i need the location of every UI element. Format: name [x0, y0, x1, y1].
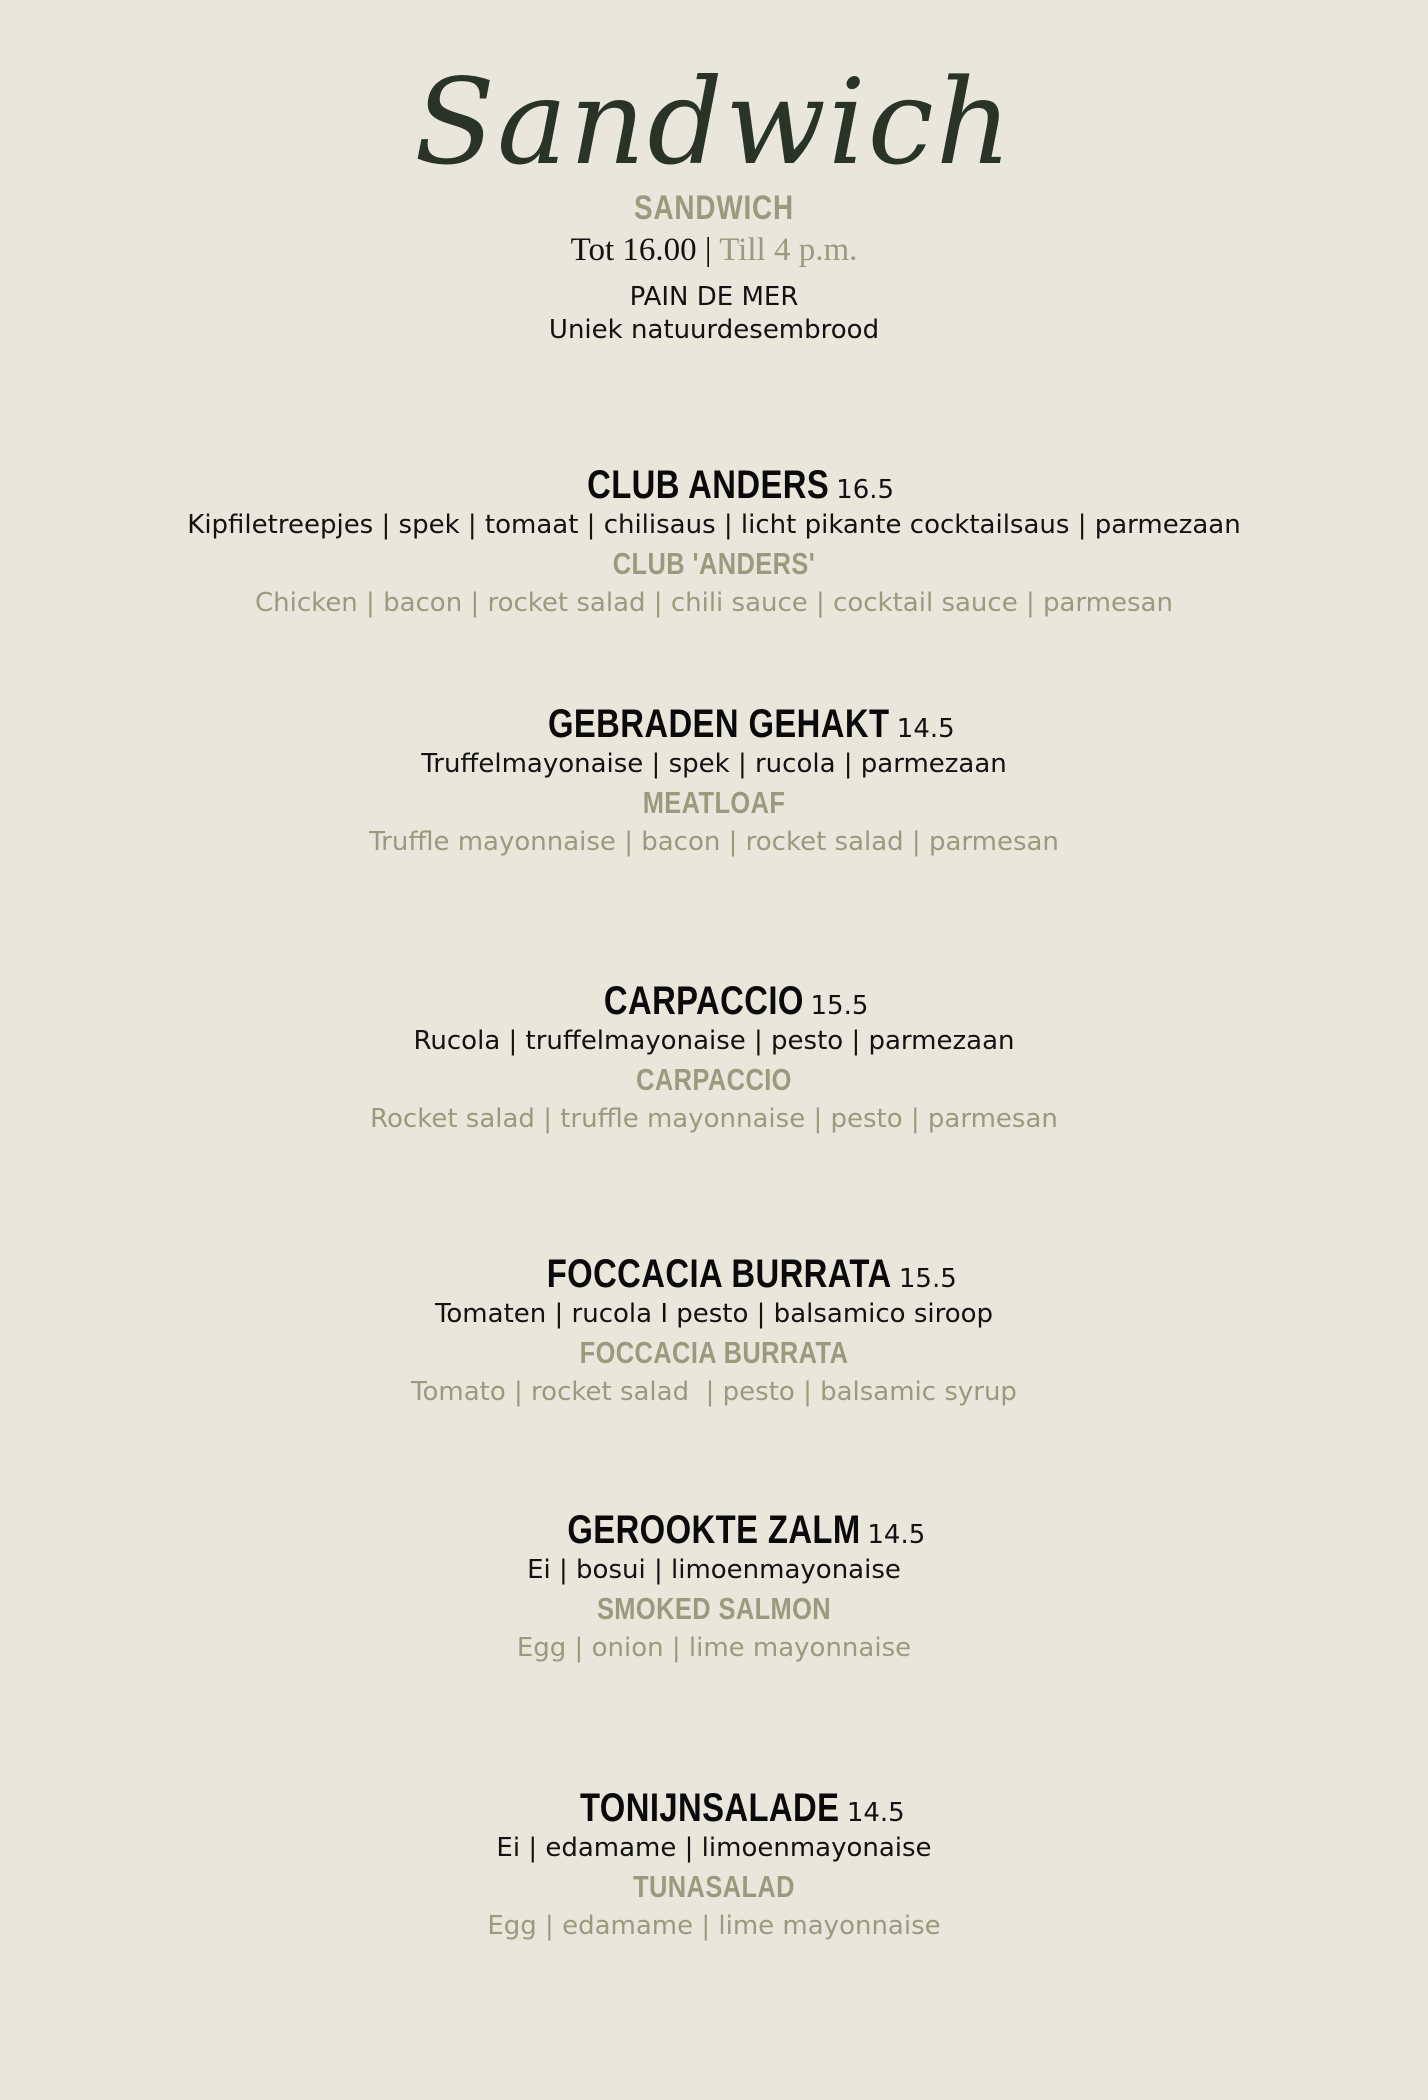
item-description-en: Truffle mayonnaise | bacon | rocket salad | parmesan	[369, 827, 1059, 857]
item-name: GEROOKTE ZALM	[567, 1508, 861, 1552]
item-description-en: Tomato | rocket salad | pesto | balsamic syrup	[411, 1377, 1017, 1407]
item-description-nl: Tomaten | rucola I pesto | balsamico siroop	[434, 1299, 994, 1329]
item-description-nl: Rucola | truffelmayonaise | pesto | parmezaan	[413, 1026, 1015, 1056]
item-price: 14.5	[867, 1520, 926, 1550]
bread-description: Uniek natuurdesembrood	[548, 315, 880, 345]
item-description-en: Rocket salad | truffle mayonnaise | pesto | parmesan	[370, 1104, 1058, 1134]
item-name: GEBRADEN GEHAKT	[548, 702, 890, 746]
item-name: TONIJNSALADE	[580, 1786, 840, 1830]
item-name-en: MEATLOAF	[642, 785, 786, 820]
script-title: Sandwich	[414, 53, 1014, 191]
item-name-en: CARPACCIO	[636, 1062, 792, 1097]
item-name-en: SMOKED SALMON	[596, 1591, 832, 1626]
hours-en: Till 4 p.m.	[719, 232, 858, 268]
item-description-en: Chicken | bacon | rocket salad | chili sauce | cocktail sauce | parmesan	[255, 588, 1173, 618]
item-description-en: Egg | onion | lime mayonnaise	[516, 1633, 912, 1663]
menu-item-gerookte-zalm	[0, 1507, 1428, 1665]
item-description-nl: Ei | bosui | limoenmayonaise	[527, 1555, 901, 1585]
item-price: 15.5	[810, 991, 869, 1021]
menu-item-carpaccio	[0, 978, 1428, 1136]
item-description-en: Egg | edamame | lime mayonnaise	[487, 1911, 941, 1941]
item-name-en: FOCCACIA BURRATA	[579, 1335, 849, 1370]
hours-nl: Tot 16.00	[570, 232, 697, 268]
item-description-nl: Truffelmayonaise | spek | rucola | parmezaan	[421, 749, 1007, 779]
item-price: 16.5	[836, 475, 895, 505]
item-name-en: CLUB 'ANDERS'	[612, 546, 816, 581]
bread-name: PAIN DE MER	[629, 282, 799, 312]
item-name: CLUB ANDERS	[587, 463, 830, 507]
item-description-nl: Kipfiletreepjes | spek | tomaat | chilisaus | licht pikante cocktailsaus | parmezaan	[187, 510, 1241, 540]
menu-item-foccacia-burrata	[0, 1251, 1428, 1409]
item-name: CARPACCIO	[603, 979, 804, 1023]
item-price: 15.5	[898, 1264, 957, 1294]
menu-item-tonijnsalade	[0, 1785, 1428, 1943]
menu-item-club-anders	[0, 462, 1428, 620]
item-name: FOCCACIA BURRATA	[546, 1252, 892, 1296]
subtitle: SANDWICH	[634, 189, 794, 227]
menu-item-gebraden-gehakt	[0, 701, 1428, 859]
item-price: 14.5	[846, 1798, 905, 1828]
opening-hours	[0, 230, 1428, 270]
item-description-nl: Ei | edamame | limoenmayonaise	[496, 1833, 932, 1863]
item-price: 14.5	[896, 714, 955, 744]
hours-separator: |	[704, 232, 712, 268]
item-name-en: TUNASALAD	[633, 1869, 795, 1904]
